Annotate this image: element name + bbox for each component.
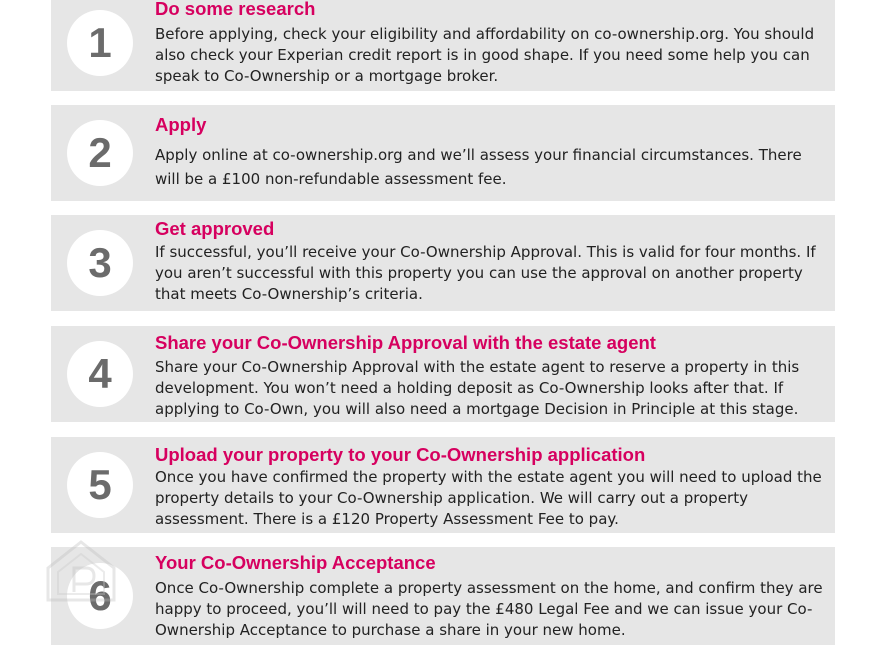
step-number-badge: 2 <box>67 120 133 186</box>
step-panel-3 <box>51 215 835 311</box>
step-panel-1 <box>51 0 835 91</box>
step-panel-2 <box>51 105 835 201</box>
house-logo-icon <box>44 538 118 604</box>
step-number-badge: 5 <box>67 452 133 518</box>
step-description: Share your Co-Ownership Approval with the estate agent to reserve a property in this development. You won’t need a holding deposit as Co-Ownership looks after that. If applying to Co-Own, you will also need a mortgage Decision in Principle at this stage. <box>155 358 800 418</box>
step-description: If successful, you’ll receive your Co-Ownership Approval. This is valid for four months. If you aren’t successful with this property you can use the approval on another property that meets Co-Ownership’s criteria. <box>155 243 816 303</box>
step-number-badge: 4 <box>67 341 133 407</box>
step-title: Your Co-Ownership Acceptance <box>155 552 436 573</box>
step-description: Once you have confirmed the property with the estate agent you will need to upload the property details to your Co-Ownership application. We will carry out a property assessment. There is a £120 Property Assessment Fee to pay. <box>155 468 822 528</box>
step-title: Apply <box>155 114 207 135</box>
step-description: Apply online at co-ownership.org and we’ll assess your financial circumstances. There will be a £100 non-refundable assessment fee. <box>155 146 802 188</box>
step-number-badge: 6 <box>67 563 133 629</box>
step-title: Get approved <box>155 218 275 239</box>
step-description: Once Co-Ownership complete a property assessment on the home, and confirm they are happy to proceed, you’ll will need to pay the £480 Legal Fee and we can issue your Co-Ownership Acceptance to purchase a share in your new home. <box>155 579 823 639</box>
step-panel-4 <box>51 326 835 422</box>
step-number-badge: 3 <box>67 230 133 296</box>
step-title: Share your Co-Ownership Approval with the estate agent <box>155 332 656 353</box>
step-description: Before applying, check your eligibility and affordability on co-ownership.org. You should also check your Experian credit report is in good shape. If you need some help you can speak to Co-Ownership or a mortgage broker. <box>155 25 815 85</box>
step-number-badge: 1 <box>67 10 133 76</box>
step-panel-6 <box>51 547 835 645</box>
step-panel-5 <box>51 437 835 533</box>
step-title: Upload your property to your Co-Ownership application <box>155 444 646 465</box>
step-title: Do some research <box>155 0 316 19</box>
